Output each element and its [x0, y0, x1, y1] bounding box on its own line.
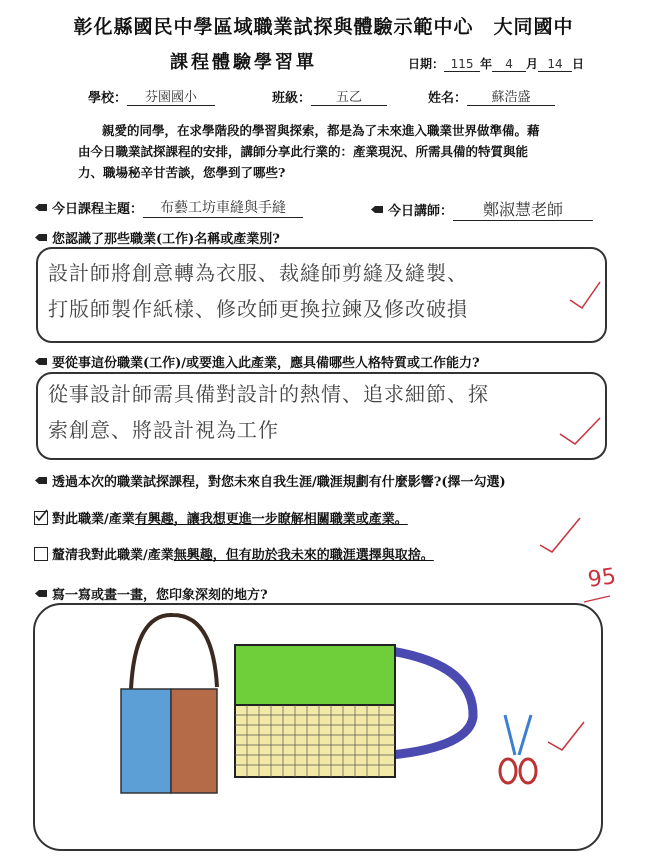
q3-option1-em: 有興趣	[134, 512, 174, 527]
q4-question: 寫一寫或畫一畫，您印象深刻的地方?	[52, 588, 268, 603]
q1-answer-line-2: 打版師製作紙樣、修改師更換拉鍊及修改破損	[48, 297, 468, 321]
school-field: 芬園國小	[127, 86, 215, 106]
q1-answer-line-1: 設計師將創意轉為衣服、裁縫師剪縫及縫製、	[48, 261, 468, 285]
date-month: 4	[492, 57, 526, 72]
course-topic-field: 布藝工坊車縫與手縫	[143, 197, 303, 218]
q3-option1-post: ，讓我想更進一步瞭解相關職業或產業。	[173, 512, 408, 527]
school-label: 學校：	[88, 91, 128, 106]
q1-question: 您認識了那些職業(工作)名稱或產業別?	[52, 232, 280, 247]
red-check-mark-icon	[548, 722, 584, 750]
red-check-mark-icon	[540, 518, 580, 552]
date-month-unit: 月	[526, 57, 539, 71]
worksheet-subtitle: 課程體驗學習單	[170, 52, 317, 73]
q3-question: 透過本次的職業試探課程，對您未來自我生涯/職涯規劃有什麼影響?(擇一勾選)	[52, 475, 506, 490]
q3-option2-pre: 釐清我對此職業/產業	[52, 548, 174, 563]
name-field: 蘇浩盛	[467, 86, 555, 106]
name-label: 姓名：	[428, 91, 468, 106]
date-day-unit: 日	[572, 57, 585, 71]
class-field: 五乙	[311, 86, 387, 106]
q2-question: 要從事這份職業(工作)/或要進入此產業，應具備哪些人格特質或工作能力?	[52, 356, 480, 371]
red-check-mark-icon	[570, 282, 600, 308]
q3-option2-em: 無興趣	[173, 548, 213, 563]
q3-option1-pre: 對此職業/產業	[52, 512, 135, 527]
teacher-label: 今日講師：	[388, 203, 454, 219]
date-year: 115	[444, 57, 480, 72]
course-topic-label: 今日課程主題：	[52, 202, 144, 217]
score-mark: 95	[586, 564, 618, 593]
teacher-field: 鄭淑慧老師	[453, 197, 593, 221]
class-label: 班級：	[272, 91, 312, 106]
q2-answer-line-2: 索創意、將設計視為工作	[48, 418, 279, 442]
intro-line-1: 親愛的同學，在求學階段的學習與探索，都是為了未來進入職業世界做準備。藉	[102, 123, 540, 138]
date-day: 14	[538, 57, 572, 72]
red-check-mark-icon	[560, 418, 600, 444]
document-title: 彰化縣國民中學區域職業試探與體驗示範中心 大同國中	[73, 16, 574, 38]
intro-line-3: 力、職場秘辛甘苦談，您學到了哪些?	[78, 165, 286, 180]
q2-answer-line-1: 從事設計師需具備對設計的熱情、追求細節、探	[48, 382, 489, 406]
score-underline	[584, 596, 610, 602]
intro-line-2: 由今日職業試探課程的安排，講師分享此行業的：產業現況、所需具備的特質與能	[78, 144, 529, 159]
date-label: 日期：	[408, 57, 445, 71]
q3-option2-post: ，但有助於我未來的職涯選擇與取捨。	[212, 548, 434, 563]
date-year-unit: 年	[480, 57, 493, 71]
